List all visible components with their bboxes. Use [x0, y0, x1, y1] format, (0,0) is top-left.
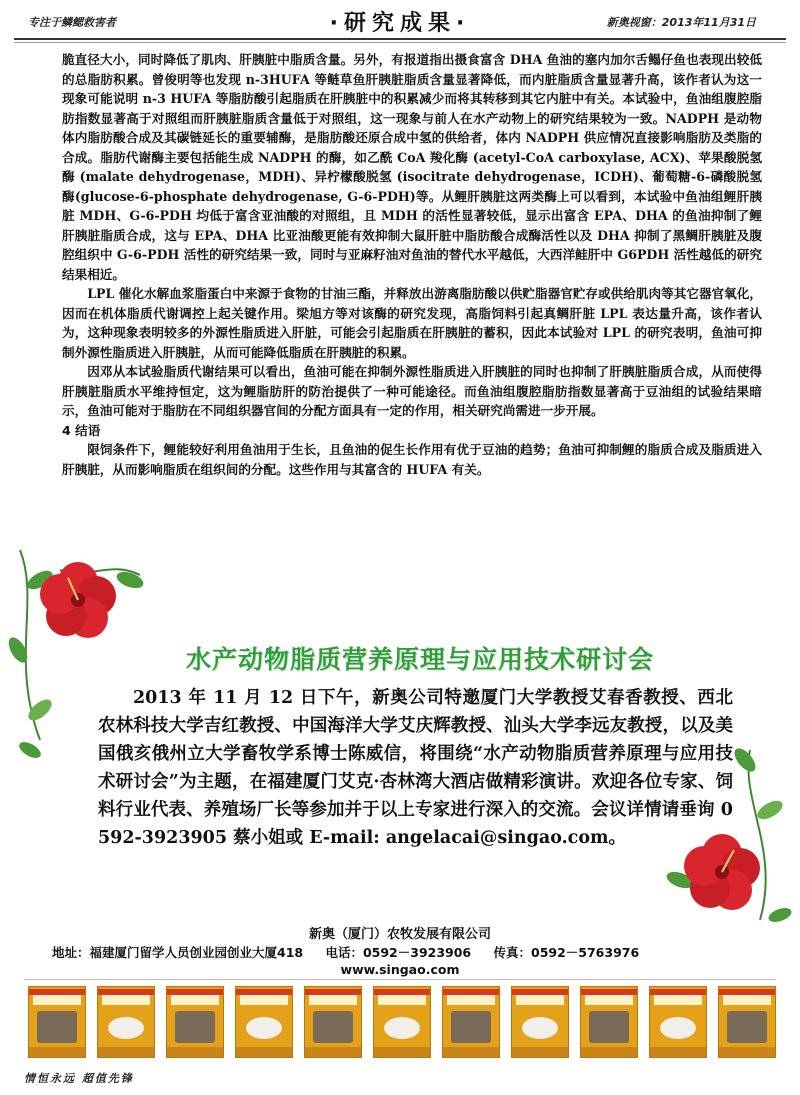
announcement-text: 2013 年 11 月 12 日下午，新奥公司特邀厦门大学教授艾春香教授、西北农林科技大学吉红教授、中国海洋大学艾庆辉教授、汕头大学李远友教授，以及美国俄亥俄州立大学畜牧学系博士陈威信，将围绕“水产动物脂质营养原理与应用技术研讨会”为主题，在福建厦门艾克·杏林湾大酒店做精彩演讲。欢迎各位专家、饲料行业代表、养殖场厂长等参加并于以上专家进行深入的交流。会议详情请垂询 0592-3923905 蔡小姐或 E-mail: angelacai@singao.com。	[98, 688, 733, 848]
header-section-title: ·研究成果·	[329, 11, 471, 36]
product-strip	[28, 986, 764, 1058]
product-package-image	[28, 986, 86, 1058]
product-package-image	[442, 986, 500, 1058]
article-body	[62, 50, 762, 479]
product-package-image	[649, 986, 707, 1058]
product-package-image	[580, 986, 638, 1058]
header-tagline: 专注于鳞鳃救害者	[28, 16, 116, 29]
section-heading: 4 结语	[62, 422, 101, 438]
company-phone: 电话：0592－3923906	[325, 945, 472, 960]
footer-rule	[24, 979, 776, 980]
product-package-image	[718, 986, 776, 1058]
product-package-image	[304, 986, 362, 1058]
footer-slogan: 情恒永远 超值先锋	[24, 1072, 134, 1085]
article-paragraph: 脆直径大小，同时降低了肌肉、肝胰脏中脂质含量。另外，有报道指出摄食富含 DHA 鱼油的塞内加尔舌鳎仔鱼也表现出较低的总脂肪积累。曾俊明等也发现 n-3HUFA 等鲢草鱼肝胰脏脂质含量显著降低，而内脏脂质含量显著升高，该作者认为这一现象可能说明 n-3 HUFA 等脂肪酸引起脂质在肝胰脏中的积累减少而将其转移到其它内脏中有关。本试验中，鱼油组腹腔脂肪指数显著高于对照组而肝胰脏脂质含量低于对照组，这一现象与前人在水产动物上的研究结果较为一致。NADPH 是动物体内脂肪酸合成及其碳链延长的重要辅酶，是脂肪酸还原合成中氢的供给者，体内 NADPH 供应情况直接影响脂肪及类脂的合成。脂肪代谢酶主要包括能生成 NADPH 的酶，如乙酰 CoA 羧化酶 (acetyl-CoA carboxylase, ACX)、苹果酸脱氢酶 (malate dehydrogenase，MDH)、异柠檬酸脱氢 (isocitrate dehydrogenase，ICDH)、葡萄糖-6-磷酸脱氢酶(glucose-6-phosphate dehydrogenase, G-6-PDH)等。从鲤肝胰脏这两类酶上可以看到，本试验中鱼油组鲤肝胰脏 MDH、G-6-PDH 均低于富含亚油酸的对照组，且 MDH 的活性显著较低，显示出富含 EPA、DHA 的鱼油抑制了鲤肝胰脏脂质合成，这与 EPA、DHA 比亚油酸更能有效抑制大鼠肝脏中脂肪酸合成酶活性以及 DHA 抑制了黑鲷肝胰脏及腹腔组织中 G-6-PDH 活性的研究结果一致，同时与亚麻籽油对鱼油的替代水平越低，大西洋鲑肝中 G6PDH 活性越低的研究结果相近。	[62, 52, 762, 282]
article-paragraph: LPL 催化水解血浆脂蛋白中来源于食物的甘油三酯，并释放出游离脂肪酸以供贮脂器官贮存或供给肌肉等其它器官氧化，因而在机体脂质代谢调控上起关键作用。梁旭方等对该酶的研究发现，高脂饲料引起真鲷肝脏 LPL 表达量升高，该作者认为，这种现象表明较多的外源性脂质进入肝脏，可能会引起脂质在肝胰脏的蓄积，因此本试验对 LPL 的研究表明，鱼油可抑制外源性脂质进入肝胰脏，从而可能降低脂质在肝胰脏的积累。	[62, 286, 762, 360]
header-issue-date: 新奥视窗：2013年11月31日	[606, 16, 756, 29]
page-header	[0, 0, 800, 40]
company-website-link[interactable]: www.singao.com	[340, 962, 460, 977]
header-rule	[14, 38, 786, 40]
header-rule-thin	[14, 42, 786, 43]
company-fax: 传真：0592－5763976	[493, 945, 640, 960]
product-package-image	[166, 986, 224, 1058]
company-name: 新奥（厦门）农牧发展有限公司	[308, 927, 491, 942]
product-package-image	[235, 986, 293, 1058]
announcement-title: 水产动物脂质营养原理与应用技术研讨会	[185, 645, 654, 674]
announcement-body	[98, 684, 733, 852]
product-package-image	[97, 986, 155, 1058]
product-package-image	[511, 986, 569, 1058]
company-address: 地址：福建厦门留学人员创业园创业大厦418	[52, 945, 304, 960]
article-paragraph: 限饲条件下，鲤能较好利用鱼油用于生长，且鱼油的促生长作用有优于豆油的趋势；鱼油可抑制鲤的脂质合成及脂质进入肝胰脏，从而影响脂质在组织间的分配。这些作用与其富含的 HUFA 有关。	[62, 442, 762, 477]
contact-line	[52, 943, 772, 961]
product-package-image	[373, 986, 431, 1058]
article-paragraph: 因邓从本试验脂质代谢结果可以看出，鱼油可能在抑制外源性脂质进入肝胰脏的同时也抑制了肝胰脏脂质合成，从而使得肝胰脏脂质水平维持恒定，这为鲤脂肪肝的防治提供了一种可能途径。而鱼油组腹腔脂肪指数显著高于豆油组的试验结果暗示，鱼油可能对于脂肪在不同组织器官间的分配方面具有一定的作用，相关研究尚需进一步开展。	[62, 364, 762, 418]
